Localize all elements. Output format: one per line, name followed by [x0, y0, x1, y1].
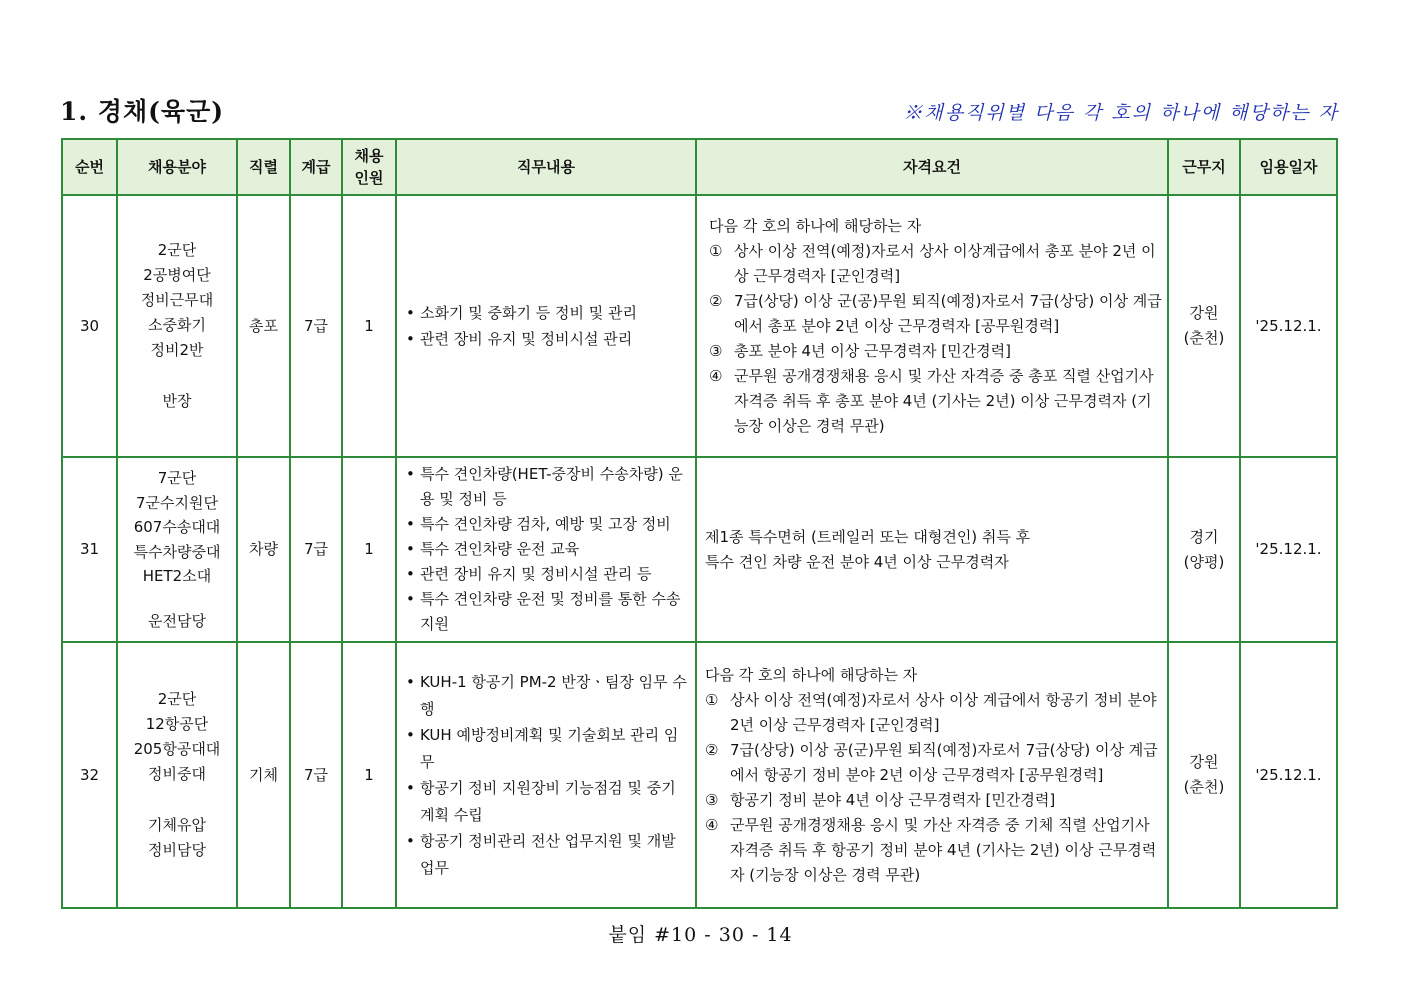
qualification-line: 제1종 특수면허 (트레일러 또는 대형견인) 취득 후 [705, 527, 1031, 546]
unit-line: 12항공단 [145, 715, 209, 733]
header-qualifications: 자격요건 [696, 139, 1168, 195]
header-count-line2: 인원 [354, 169, 384, 187]
location-line: (춘천) [1183, 329, 1225, 347]
count-cell: 1 [342, 457, 396, 642]
location-line: 경기 [1189, 527, 1219, 546]
qualification-item: ① 상사 이상 전역(예정)자로서 상사 이상계급에서 총포 분야 2년 이상 근무경력자 [군인경력] [709, 241, 1156, 285]
header-count [342, 139, 396, 195]
start-date-cell: '25.12.1. [1240, 457, 1337, 642]
qualification-intro: 다음 각 호의 하나에 해당하는 자 [705, 665, 918, 684]
duties-cell [396, 642, 696, 908]
position-line: 기체유압 [148, 816, 206, 834]
unit-line: 205항공대대 [133, 740, 221, 758]
header-count-line1: 채용 [354, 147, 384, 165]
header-start-date: 임용일자 [1240, 139, 1337, 195]
header-grade: 계급 [290, 139, 342, 195]
recruit-field [117, 642, 237, 908]
duty-item: • 항공기 정비 지원장비 기능점검 및 중기계획 수립 [405, 775, 689, 828]
unit-line: 특수차량중대 [133, 542, 221, 561]
duty-item: • KUH 예방정비계획 및 기술회보 관리 임무 [405, 722, 689, 775]
series-cell: 총포 [237, 195, 290, 457]
grade-cell: 7급 [290, 195, 342, 457]
row-number: 30 [62, 195, 117, 457]
unit-line: 소중화기 [148, 316, 206, 334]
section-title: 1. 경채(육군) [60, 97, 225, 126]
qualification-item: ④ 군무원 공개경쟁채용 응시 및 가산 자격증 중 기체 직렬 산업기사 자격증 취득 후 항공기 정비 분야 4년 (기사는 2년) 이상 근무경력자 (기능장 이상은 경력 무관) [705, 815, 1157, 884]
grade-cell: 7급 [290, 642, 342, 908]
qualification-item: ④ 군무원 공개경쟁채용 응시 및 가산 자격증 중 총포 직렬 산업기사 자격증 취득 후 총포 분야 4년 (기사는 2년) 이상 근무경력자 (기능장 이상은 경력 무관) [709, 366, 1154, 435]
series-cell: 차량 [237, 457, 290, 642]
table-row [62, 642, 1337, 908]
qualification-cell [696, 457, 1168, 642]
qualification-item: ③ 항공기 정비 분야 4년 이상 근무경력자 [민간경력] [705, 790, 1056, 809]
unit-line: 정비중대 [148, 765, 206, 783]
series-cell: 기체 [237, 642, 290, 908]
unit-line: 2공병여단 [143, 266, 211, 284]
unit-line: HET2소대 [142, 567, 212, 585]
header-duties: 직무내용 [396, 139, 696, 195]
table-row [62, 195, 1337, 457]
position-line: 운전담당 [148, 611, 206, 630]
row-number: 32 [62, 642, 117, 908]
duty-item: • 관련 장비 유지 및 정비시설 관리 [405, 326, 689, 353]
duty-item: • 특수 견인차량 운전 교육 [405, 537, 689, 562]
duty-item: • 소화기 및 중화기 등 정비 및 관리 [405, 300, 689, 327]
qualification-item: ② 7급(상당) 이상 공(군)무원 퇴직(예정)자로서 7급(상당) 이상 계급에서 항공기 정비 분야 2년 이상 근무경력자 [공무원경력] [705, 740, 1158, 784]
count-cell: 1 [342, 642, 396, 908]
unit-line: 정비근무대 [140, 291, 214, 309]
location-cell [1168, 457, 1240, 642]
position-line: 반장 [162, 392, 192, 410]
unit-line: 2군단 [157, 690, 197, 708]
position-line: 정비담당 [148, 841, 206, 859]
table-header-row [62, 139, 1337, 195]
qualification-intro: 다음 각 호의 하나에 해당하는 자 [709, 216, 922, 235]
location-line: 강원 [1189, 753, 1219, 771]
header-series: 직렬 [237, 139, 290, 195]
section-note: ※채용직위별 다음 각 호의 하나에 해당하는 자 [903, 102, 1339, 124]
recruitment-table [61, 138, 1338, 909]
header-no: 순번 [62, 139, 117, 195]
location-cell [1168, 642, 1240, 908]
start-date-cell: '25.12.1. [1240, 195, 1337, 457]
count-cell: 1 [342, 195, 396, 457]
qualification-cell [696, 642, 1168, 908]
recruit-field [117, 457, 237, 642]
location-line: (춘천) [1183, 778, 1225, 796]
page-footer: 붙임 #10 - 30 - 14 [608, 924, 793, 946]
qualification-line: 특수 견인 차량 운전 분야 4년 이상 근무경력자 [705, 552, 1009, 571]
header-field: 채용분야 [117, 139, 237, 195]
qualification-item: ③ 총포 분야 4년 이상 근무경력자 [민간경력] [709, 341, 1011, 360]
unit-line: 607수송대대 [133, 518, 221, 536]
duty-item: • KUH-1 항공기 PM-2 반장ㆍ팀장 임무 수행 [405, 669, 689, 722]
duties-cell [396, 195, 696, 457]
recruit-field [117, 195, 237, 457]
grade-cell: 7급 [290, 457, 342, 642]
duty-item: • 관련 장비 유지 및 정비시설 관리 등 [405, 562, 689, 587]
location-line: (양평) [1183, 552, 1225, 571]
qualification-cell [696, 195, 1168, 457]
unit-line: 2군단 [157, 241, 197, 259]
location-line: 강원 [1189, 304, 1219, 322]
unit-line: 정비2반 [150, 341, 204, 359]
duty-item: • 특수 견인차량(HET-중장비 수송차량) 운용 및 정비 등 [405, 462, 689, 512]
header-location: 근무지 [1168, 139, 1240, 195]
duty-item: • 특수 견인차량 운전 및 정비를 통한 수송 지원 [405, 587, 689, 637]
duty-item: • 특수 견인차량 검차, 예방 및 고장 정비 [405, 512, 689, 537]
table-row [62, 457, 1337, 642]
start-date-cell: '25.12.1. [1240, 642, 1337, 908]
duties-cell [396, 457, 696, 642]
unit-line: 7군단 [157, 469, 197, 487]
row-number: 31 [62, 457, 117, 642]
duty-item: • 항공기 정비관리 전산 업무지원 및 개발업무 [405, 828, 689, 881]
location-cell [1168, 195, 1240, 457]
qualification-item: ② 7급(상당) 이상 군(공)무원 퇴직(예정)자로서 7급(상당) 이상 계급에서 총포 분야 2년 이상 근무경력자 [공무원경력] [709, 291, 1162, 335]
unit-line: 7군수지원단 [136, 493, 218, 512]
qualification-item: ① 상사 이상 전역(예정)자로서 상사 이상 계급에서 항공기 정비 분야 2년 이상 근무경력자 [군인경력] [705, 690, 1157, 734]
